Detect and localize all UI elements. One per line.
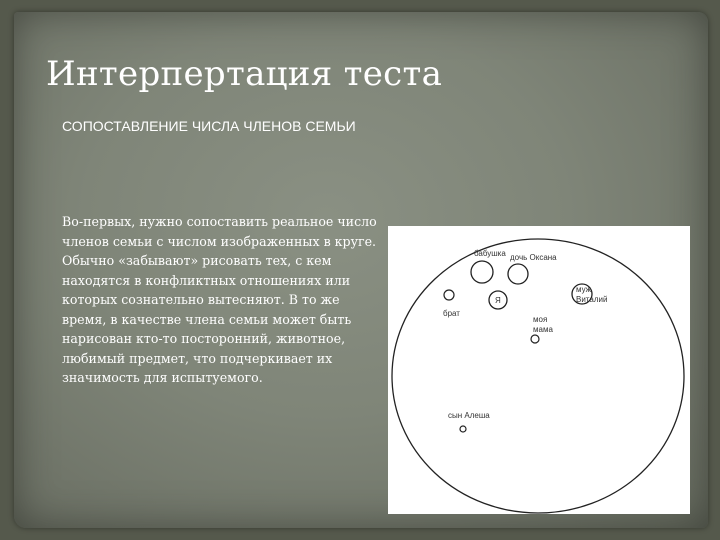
husband-label-line2: Виталий [576,295,608,304]
slide-title: Интерпертация теста [46,54,443,94]
mother-label-line1: моя [533,315,548,324]
brother-circle [444,290,454,300]
daughter-label: дочь Оксана [510,253,557,262]
son-circle [460,426,466,432]
family-circle-figure [388,226,690,514]
self-label: Я [495,296,501,305]
grandma-circle [471,261,493,283]
mother-circle [531,335,539,343]
mother-label-line2: мама [533,325,553,334]
daughter-circle [508,264,528,284]
husband-label-line1: муж [576,285,592,294]
slide-body-text: Во-первых, нужно сопоставить реальное число членов семьи с числом изображенных в круге. Обычно «забывают» рисовать тех, с кем находятся в конфликтных отношениях или которых сознательно вытесняют. В то же время, в качестве члена семьи может быть нарисован кто-то посторонний, животное, любимый предмет, что подчеркивает их значимость для испытуемого. [62,214,377,385]
family-circle-drawing [388,226,690,514]
grandma-label: бабушка [474,249,506,258]
slide-subtitle: СОПОСТАВЛЕНИЕ ЧИСЛА ЧЛЕНОВ СЕМЬИ [62,118,356,134]
brother-label: брат [443,309,460,318]
family-boundary-circle [392,239,684,513]
son-label: сын Алеша [448,411,490,420]
